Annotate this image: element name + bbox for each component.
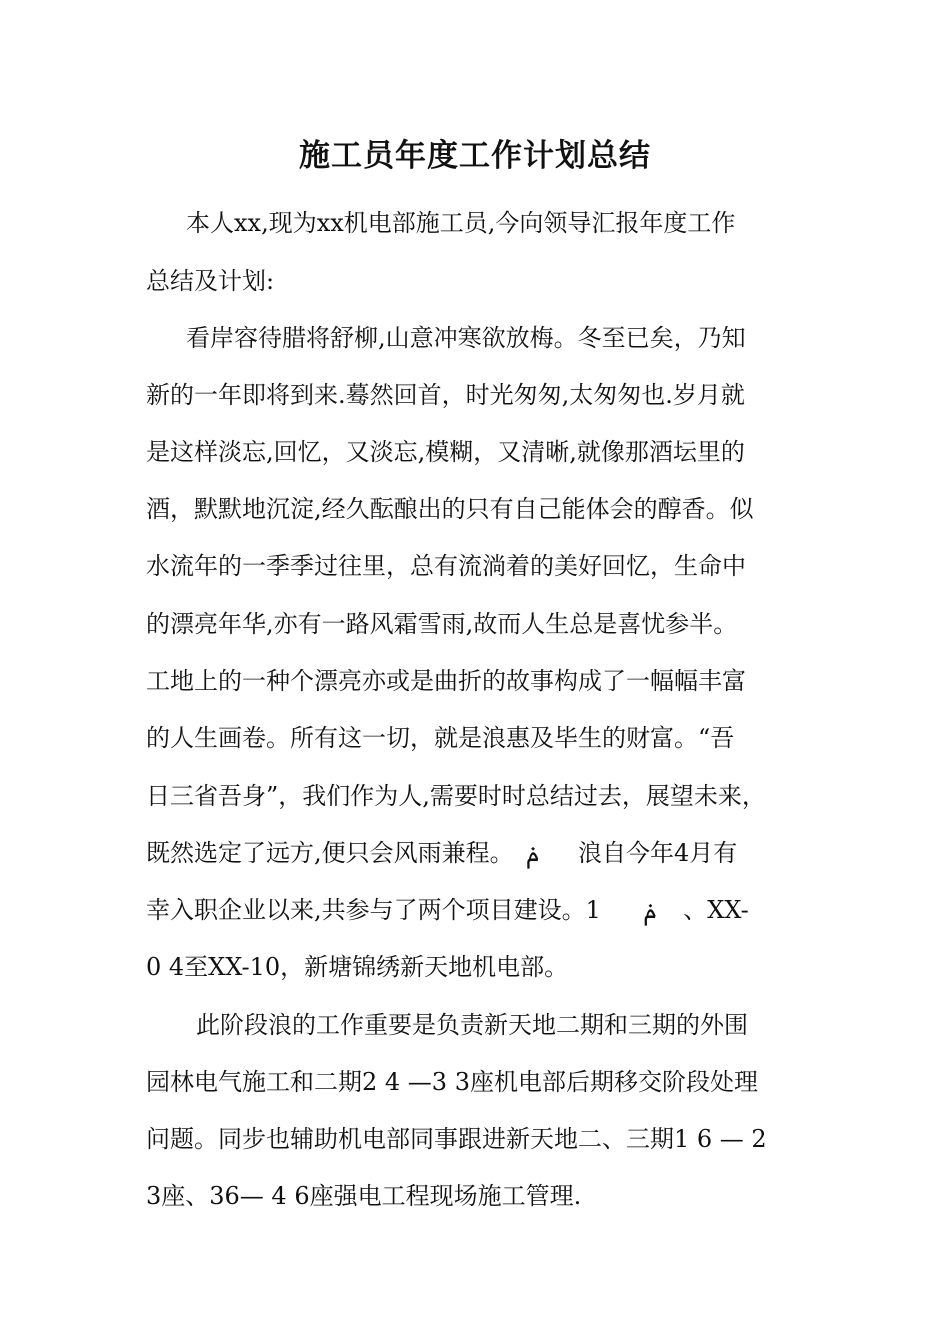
paragraph-line: 水流年的一季季过往里，总有流淌着的美好回忆，生命中 [146,552,746,580]
paragraph-line: 工地上的一种个漂亮亦或是曲折的故事构成了一幅幅丰富 [146,667,746,695]
stray-glyph-icon: ݥ [525,839,540,867]
paragraph-line: 日三省吾身”，我们作为人,需要时时总结过去，展望未来， [146,782,766,810]
paragraph-line: 0 4至XX-10，新塘锦绣新天地机电部。 [146,953,569,981]
paragraph-line: 酒，默默地沉淀,经久酝酿出的只有自己能体会的醇香。似 [146,495,754,523]
paragraph-line: 看岸容待腊将舒柳,山意冲寒欲放梅。冬至已矣，乃知 [186,324,746,352]
paragraph-line: 问题。同步也辅助机电部同事跟进新天地二、三期1 6 — 2 [146,1125,767,1153]
line-text: 、XX- [683,896,749,924]
paragraph-line [146,895,749,925]
paragraph-line: 本人xx,现为xx机电部施工员,今向领导汇报年度工作 [186,209,736,237]
paragraph-line: 新的一年即将到来.蓦然回首，时光匆匆,太匆匆也.岁月就 [146,381,745,409]
paragraph-line [146,838,737,868]
document-title: 施工员年度工作计划总结 [299,138,651,174]
stray-glyph-icon: ݥ [643,896,658,924]
paragraph-line: 的人生画卷。所有这一切，就是浪惠及毕生的财富。“吾 [146,724,735,752]
line-text: 既然选定了远方,便只会风雨兼程。 [146,839,514,867]
paragraph-line: 3座、36— 4 6座强电工程现场施工管理. [146,1182,582,1210]
line-text: 幸入职企业以来,共参与了两个项目建设。1 [146,896,601,924]
line-text: 浪自今年4月有 [578,839,738,867]
paragraph-line: 的漂亮年华,亦有一路风霜雪雨,故而人生总是喜忧参半。 [146,610,738,638]
paragraph-line: 此阶段浪的工作重要是负责新天地二期和三期的外围 [196,1011,748,1039]
paragraph-line: 是这样淡忘,回忆，又淡忘,模糊，又清晰,就像那酒坛里的 [146,438,745,466]
paragraph-line: 总结及计划: [146,267,275,295]
paragraph-line: 园林电气施工和二期2 4 —3 3座机电部后期移交阶段处理 [146,1068,758,1096]
